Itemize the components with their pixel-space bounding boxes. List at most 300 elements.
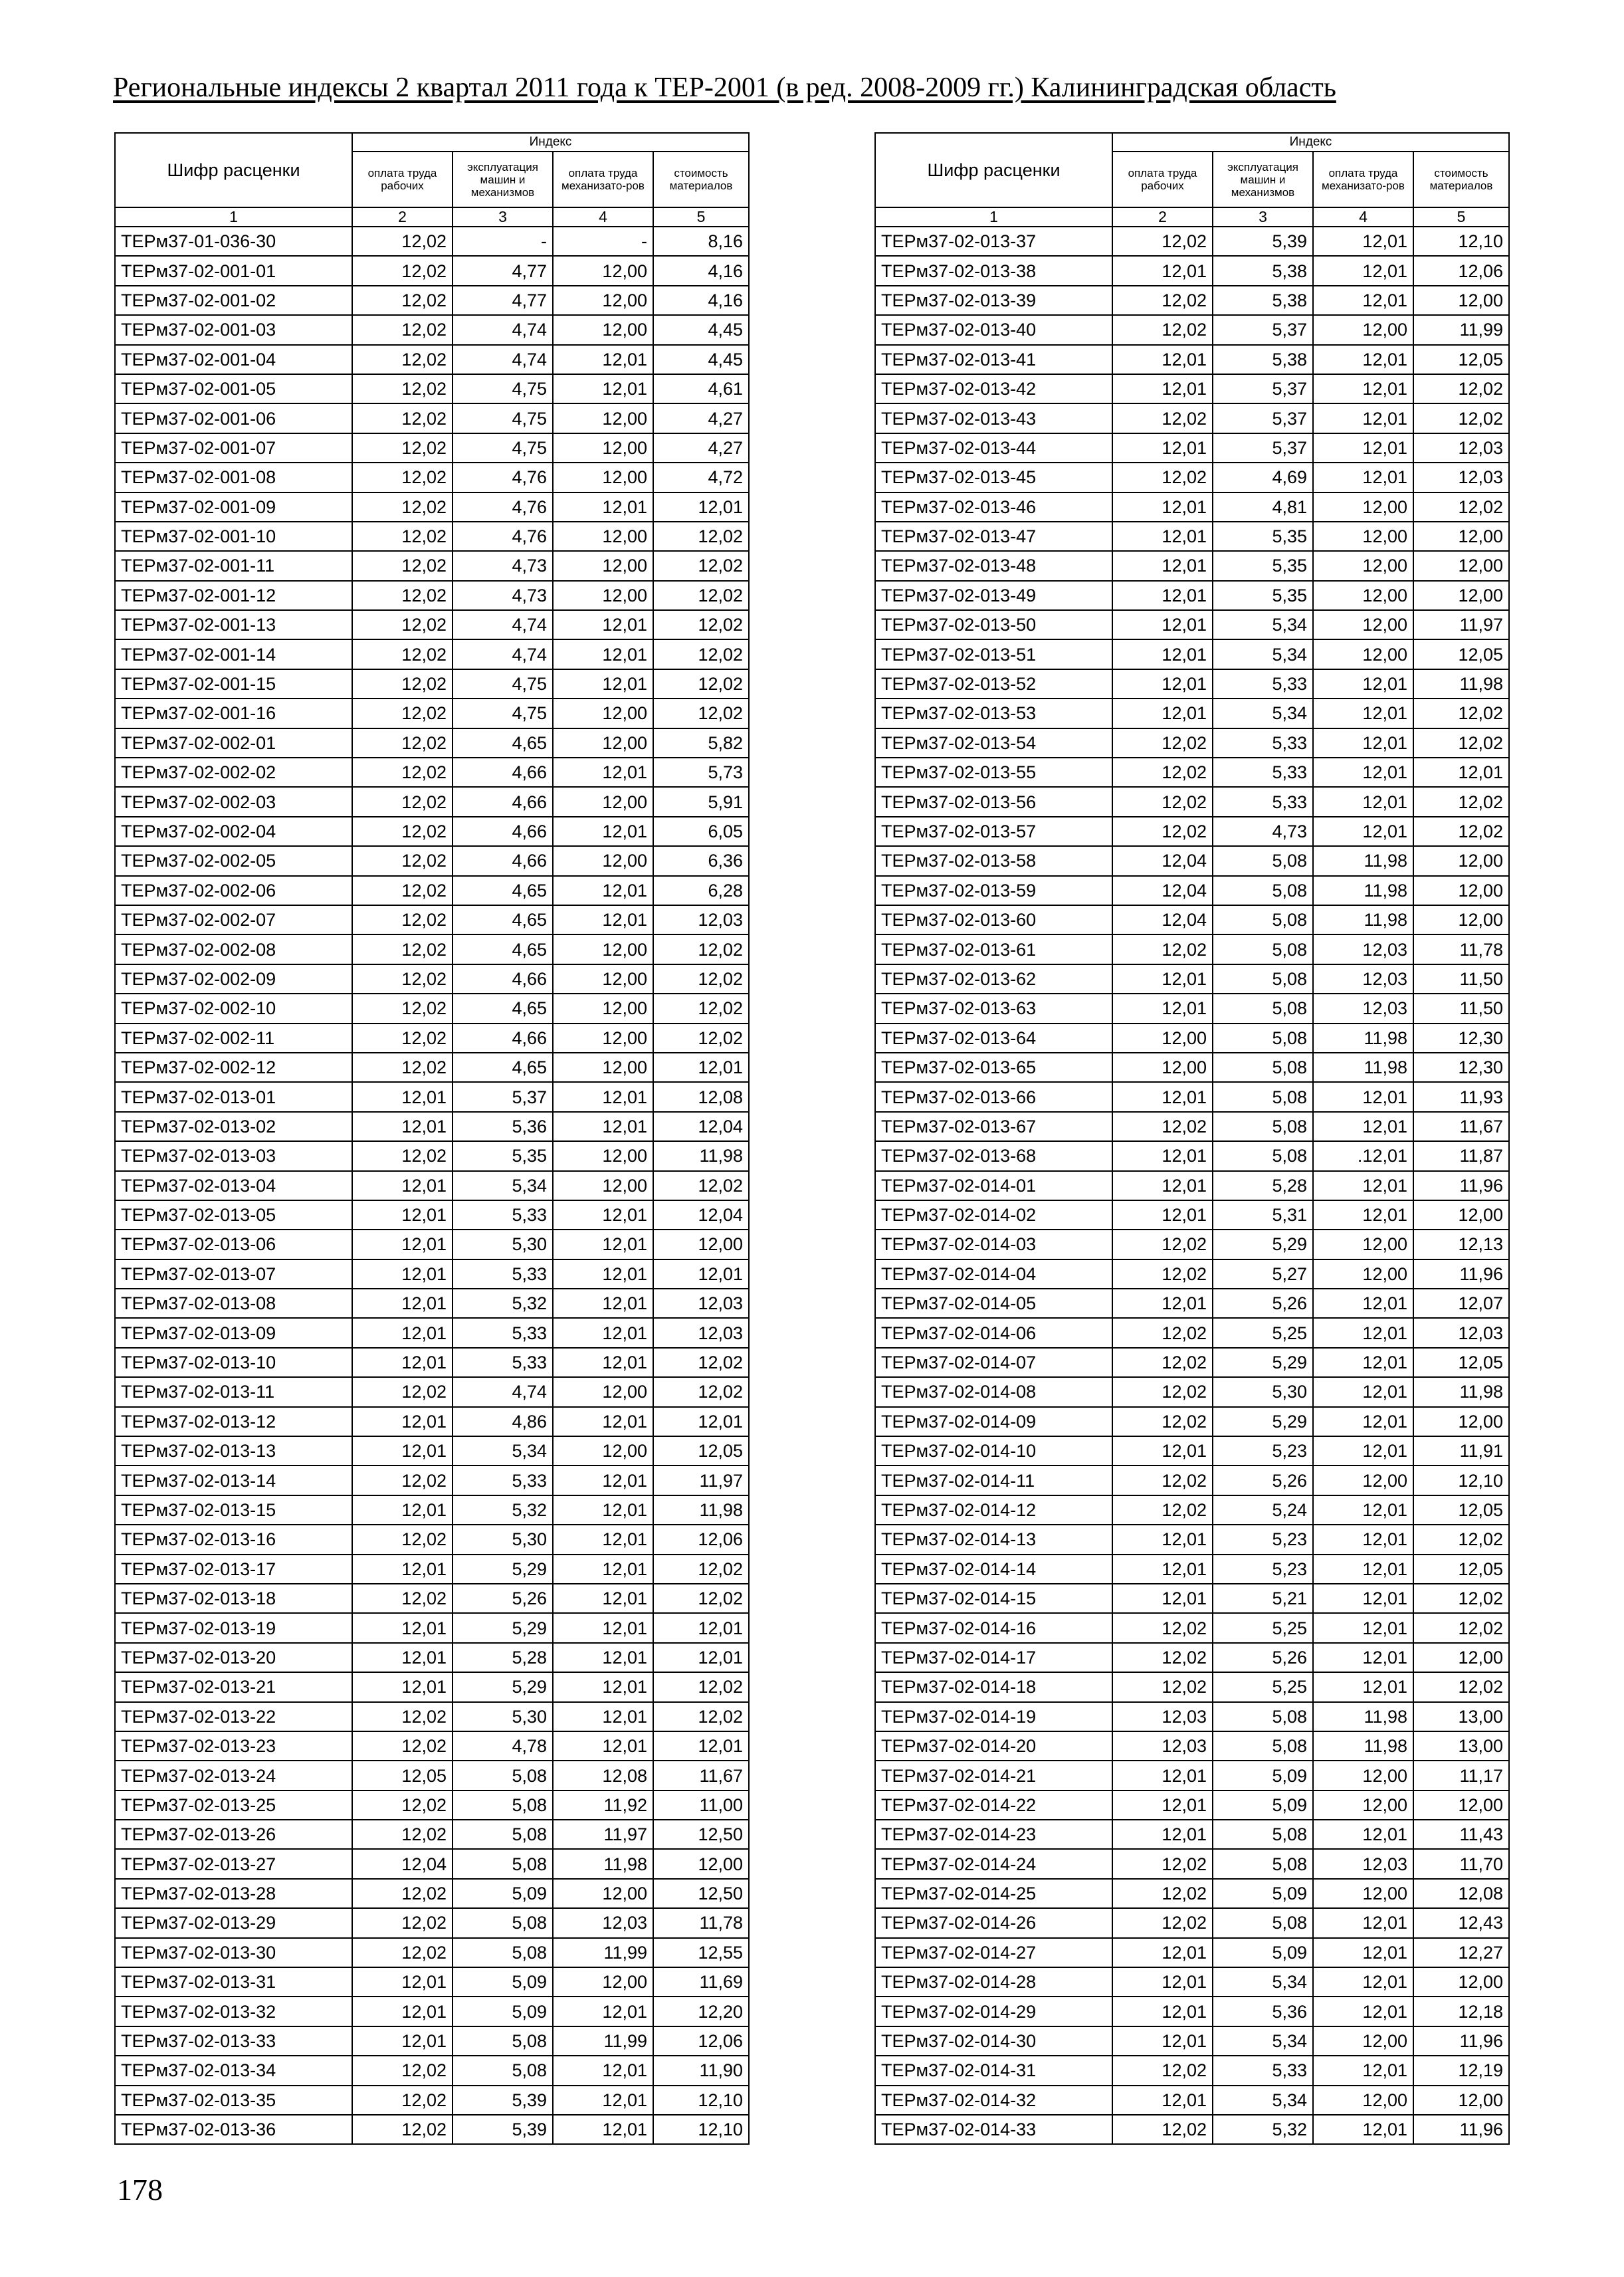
machine-operation-cell: 5,26 bbox=[453, 1584, 553, 1613]
labor-wages-cell: 12,01 bbox=[1112, 1761, 1213, 1790]
materials-cost-cell: 12,50 bbox=[653, 1879, 749, 1908]
materials-cost-cell: 12,30 bbox=[1413, 1053, 1509, 1082]
labor-wages-cell: 12,02 bbox=[1112, 315, 1213, 344]
table-row bbox=[115, 374, 749, 403]
labor-wages-cell: 12,02 bbox=[1112, 1465, 1213, 1495]
machine-operation-cell: 5,08 bbox=[453, 1908, 553, 1937]
machine-operation-cell: - bbox=[453, 227, 553, 256]
table-row bbox=[115, 1465, 749, 1495]
labor-wages-cell: 12,02 bbox=[352, 846, 453, 875]
operator-wages-cell: 12,03 bbox=[1313, 1849, 1413, 1878]
materials-cost-cell: 11,98 bbox=[1413, 669, 1509, 699]
materials-cost-cell: 11,98 bbox=[1413, 1377, 1509, 1406]
operator-wages-cell: 12,01 bbox=[553, 905, 653, 934]
materials-cost-cell: 4,27 bbox=[653, 433, 749, 463]
labor-wages-cell: 12,01 bbox=[1112, 1555, 1213, 1584]
table-row bbox=[875, 1908, 1509, 1937]
rate-code-cell: ТЕРм37-02-013-53 bbox=[875, 699, 1112, 728]
machine-operation-cell: 5,39 bbox=[453, 2086, 553, 2115]
machine-operation-cell: 5,35 bbox=[453, 1141, 553, 1170]
labor-wages-cell: 12,01 bbox=[1112, 1938, 1213, 1967]
rate-code-cell: ТЕРм37-02-013-54 bbox=[875, 728, 1112, 758]
materials-cost-cell: 12,00 bbox=[1413, 1200, 1509, 1230]
materials-cost-cell: 12,01 bbox=[653, 1643, 749, 1672]
page-title: Региональные индексы 2 квартал 2011 года к ТЕР-2001 (в ред. 2008-2009 гг.) Калининградская область bbox=[113, 72, 1336, 103]
materials-cost-cell: 12,01 bbox=[653, 1407, 749, 1436]
materials-cost-cell: 12,02 bbox=[1413, 1613, 1509, 1642]
labor-wages-cell: 12,02 bbox=[1112, 1348, 1213, 1377]
machine-operation-cell: 4,73 bbox=[1213, 817, 1313, 846]
labor-wages-cell: 12,01 bbox=[352, 1082, 453, 1111]
labor-wages-cell: 12,03 bbox=[1112, 1731, 1213, 1761]
materials-cost-cell: 4,16 bbox=[653, 286, 749, 315]
labor-wages-cell: 12,01 bbox=[1112, 1820, 1213, 1849]
operator-wages-cell: 11,98 bbox=[1313, 1702, 1413, 1731]
table-row bbox=[875, 610, 1509, 639]
labor-wages-cell: 12,02 bbox=[1112, 1643, 1213, 1672]
labor-wages-cell: 12,02 bbox=[1112, 2056, 1213, 2085]
materials-cost-cell: 12,02 bbox=[1413, 699, 1509, 728]
materials-cost-cell: 12,02 bbox=[653, 581, 749, 610]
materials-cost-cell: 12,02 bbox=[653, 669, 749, 699]
table-row bbox=[875, 1525, 1509, 1554]
operator-wages-cell: 12,00 bbox=[1313, 610, 1413, 639]
operator-wages-cell: 12,00 bbox=[553, 1141, 653, 1170]
table-row bbox=[875, 1112, 1509, 1141]
rate-code-cell: ТЕРм37-02-013-65 bbox=[875, 1053, 1112, 1082]
operator-wages-cell: .12,01 bbox=[1313, 1141, 1413, 1170]
machine-operation-cell: 5,29 bbox=[1213, 1348, 1313, 1377]
rate-code-cell: ТЕРм37-02-002-04 bbox=[115, 817, 352, 846]
rate-code-cell: ТЕРм37-02-013-55 bbox=[875, 758, 1112, 787]
rate-code-cell: ТЕРм37-02-013-20 bbox=[115, 1643, 352, 1672]
machine-operation-cell: 4,73 bbox=[453, 551, 553, 580]
operator-wages-cell: 12,01 bbox=[553, 492, 653, 522]
materials-cost-cell: 12,04 bbox=[653, 1200, 749, 1230]
materials-cost-cell: 12,02 bbox=[653, 1555, 749, 1584]
rate-code-cell: ТЕРм37-02-013-46 bbox=[875, 492, 1112, 522]
materials-cost-cell: 12,00 bbox=[1413, 905, 1509, 934]
rate-code-cell: ТЕРм37-02-014-02 bbox=[875, 1200, 1112, 1230]
materials-cost-cell: 11,78 bbox=[653, 1908, 749, 1937]
machine-operation-cell: 4,86 bbox=[453, 1407, 553, 1436]
operator-wages-cell: 12,01 bbox=[1313, 256, 1413, 285]
labor-wages-cell: 12,02 bbox=[352, 2056, 453, 2085]
labor-wages-cell: 12,01 bbox=[1112, 551, 1213, 580]
rate-code-cell: ТЕРм37-02-014-09 bbox=[875, 1407, 1112, 1436]
operator-wages-cell: 12,00 bbox=[553, 787, 653, 816]
labor-wages-cell: 12,01 bbox=[1112, 2086, 1213, 2115]
rate-code-cell: ТЕРм37-02-013-09 bbox=[115, 1318, 352, 1347]
materials-cost-cell: 12,03 bbox=[1413, 463, 1509, 492]
materials-cost-cell: 12,02 bbox=[653, 1171, 749, 1200]
operator-wages-cell: 12,00 bbox=[1313, 492, 1413, 522]
table-row bbox=[875, 876, 1509, 905]
operator-wages-cell: 12,00 bbox=[553, 934, 653, 964]
table-row bbox=[875, 403, 1509, 433]
labor-wages-cell: 12,01 bbox=[352, 1672, 453, 1701]
rate-code-cell: ТЕРм37-02-014-03 bbox=[875, 1230, 1112, 1259]
operator-wages-cell: 12,00 bbox=[1313, 522, 1413, 551]
materials-cost-cell: 12,02 bbox=[1413, 787, 1509, 816]
operator-wages-cell: 12,01 bbox=[1313, 1407, 1413, 1436]
table-row bbox=[875, 2026, 1509, 2056]
operator-wages-cell: 12,01 bbox=[1313, 758, 1413, 787]
rate-code-cell: ТЕРм37-02-013-28 bbox=[115, 1879, 352, 1908]
operator-wages-cell: 11,99 bbox=[553, 2026, 653, 2056]
labor-wages-cell: 12,01 bbox=[1112, 1289, 1213, 1318]
labor-wages-cell: 12,00 bbox=[1112, 1024, 1213, 1053]
labor-wages-cell: 12,02 bbox=[352, 433, 453, 463]
machine-operation-cell: 4,65 bbox=[453, 728, 553, 758]
rate-code-cell: ТЕРм37-02-014-04 bbox=[875, 1259, 1112, 1289]
operator-wages-cell: 12,01 bbox=[553, 1613, 653, 1642]
rate-code-cell: ТЕРм37-02-014-20 bbox=[875, 1731, 1112, 1761]
labor-wages-cell: 12,02 bbox=[352, 1731, 453, 1761]
labor-wages-cell: 12,02 bbox=[1112, 787, 1213, 816]
materials-cost-cell: 12,00 bbox=[1413, 876, 1509, 905]
machine-operation-cell: 4,81 bbox=[1213, 492, 1313, 522]
rate-code-cell: ТЕРм37-02-013-31 bbox=[115, 1967, 352, 1997]
table-row bbox=[115, 433, 749, 463]
table-row bbox=[115, 463, 749, 492]
machine-operation-cell: 5,08 bbox=[1213, 964, 1313, 994]
machine-operation-cell: 5,09 bbox=[1213, 1761, 1313, 1790]
labor-wages-cell: 12,02 bbox=[352, 2086, 453, 2115]
table-row bbox=[115, 1555, 749, 1584]
machine-operation-cell: 5,29 bbox=[453, 1555, 553, 1584]
labor-wages-cell: 12,03 bbox=[1112, 1702, 1213, 1731]
machine-operation-cell: 5,28 bbox=[453, 1643, 553, 1672]
operator-wages-cell: 12,01 bbox=[553, 639, 653, 669]
labor-wages-cell: 12,02 bbox=[352, 669, 453, 699]
materials-cost-cell: 12,02 bbox=[653, 934, 749, 964]
operator-wages-cell: 12,01 bbox=[1313, 1672, 1413, 1701]
labor-wages-cell: 12,02 bbox=[352, 581, 453, 610]
rate-code-cell: ТЕРм37-02-013-49 bbox=[875, 581, 1112, 610]
table-row bbox=[875, 728, 1509, 758]
table-row bbox=[875, 639, 1509, 669]
materials-cost-cell: 12,06 bbox=[1413, 256, 1509, 285]
labor-wages-cell: 12,02 bbox=[352, 315, 453, 344]
header-col-number: 4 bbox=[553, 207, 653, 227]
rate-code-cell: ТЕРм37-02-002-10 bbox=[115, 994, 352, 1023]
machine-operation-cell: 4,74 bbox=[453, 345, 553, 374]
table-row bbox=[115, 1613, 749, 1642]
table-row bbox=[875, 227, 1509, 256]
materials-cost-cell: 11,98 bbox=[653, 1141, 749, 1170]
operator-wages-cell: 12,00 bbox=[553, 1879, 653, 1908]
operator-wages-cell: 12,00 bbox=[553, 256, 653, 285]
labor-wages-cell: 12,01 bbox=[352, 1318, 453, 1347]
labor-wages-cell: 12,02 bbox=[1112, 934, 1213, 964]
rate-code-cell: ТЕРм37-02-001-12 bbox=[115, 581, 352, 610]
rate-code-cell: ТЕРм37-02-013-17 bbox=[115, 1555, 352, 1584]
table-row bbox=[115, 1230, 749, 1259]
rate-code-cell: ТЕРм37-02-014-26 bbox=[875, 1908, 1112, 1937]
table-row bbox=[875, 817, 1509, 846]
machine-operation-cell: 5,34 bbox=[1213, 1967, 1313, 1997]
labor-wages-cell: 12,01 bbox=[1112, 1200, 1213, 1230]
operator-wages-cell: 12,01 bbox=[553, 1112, 653, 1141]
labor-wages-cell: 12,01 bbox=[1112, 994, 1213, 1023]
operator-wages-cell: 12,01 bbox=[553, 1672, 653, 1701]
operator-wages-cell: 12,08 bbox=[553, 1761, 653, 1790]
table-row bbox=[115, 728, 749, 758]
materials-cost-cell: 12,00 bbox=[1413, 581, 1509, 610]
rate-code-cell: ТЕРм37-02-014-27 bbox=[875, 1938, 1112, 1967]
operator-wages-cell: 12,01 bbox=[553, 1465, 653, 1495]
header-col-number: 1 bbox=[875, 207, 1112, 227]
materials-cost-cell: 12,06 bbox=[653, 1525, 749, 1554]
rate-code-cell: ТЕРм37-02-013-16 bbox=[115, 1525, 352, 1554]
table-row bbox=[115, 1790, 749, 1820]
machine-operation-cell: 5,36 bbox=[1213, 1997, 1313, 2026]
table-row bbox=[115, 1525, 749, 1554]
header-machine-operation: эксплуатация машин и механизмов bbox=[1213, 152, 1313, 207]
rate-code-cell: ТЕРм37-02-013-58 bbox=[875, 846, 1112, 875]
machine-operation-cell: 4,66 bbox=[453, 846, 553, 875]
table-row bbox=[875, 1790, 1509, 1820]
materials-cost-cell: 12,00 bbox=[1413, 522, 1509, 551]
table-row bbox=[115, 227, 749, 256]
table-row bbox=[115, 1908, 749, 1937]
materials-cost-cell: 12,55 bbox=[653, 1938, 749, 1967]
machine-operation-cell: 5,08 bbox=[1213, 1024, 1313, 1053]
materials-cost-cell: 12,43 bbox=[1413, 1908, 1509, 1937]
operator-wages-cell: 12,01 bbox=[1313, 1997, 1413, 2026]
table-row bbox=[875, 345, 1509, 374]
rate-code-cell: ТЕРм37-02-013-05 bbox=[115, 1200, 352, 1230]
labor-wages-cell: 12,02 bbox=[352, 1938, 453, 1967]
machine-operation-cell: 5,30 bbox=[1213, 1377, 1313, 1406]
table-row bbox=[875, 846, 1509, 875]
machine-operation-cell: 4,66 bbox=[453, 817, 553, 846]
operator-wages-cell: 12,00 bbox=[553, 994, 653, 1023]
labor-wages-cell: 12,02 bbox=[352, 1820, 453, 1849]
operator-wages-cell: 12,00 bbox=[553, 1053, 653, 1082]
rate-code-cell: ТЕРм37-02-013-63 bbox=[875, 994, 1112, 1023]
labor-wages-cell: 12,01 bbox=[352, 1348, 453, 1377]
labor-wages-cell: 12,05 bbox=[352, 1761, 453, 1790]
table-row bbox=[115, 551, 749, 580]
table-row bbox=[875, 669, 1509, 699]
operator-wages-cell: 12,01 bbox=[1313, 1908, 1413, 1937]
materials-cost-cell: 4,45 bbox=[653, 345, 749, 374]
rate-code-cell: ТЕРм37-02-013-47 bbox=[875, 522, 1112, 551]
operator-wages-cell: 12,01 bbox=[1313, 728, 1413, 758]
machine-operation-cell: 5,08 bbox=[1213, 1731, 1313, 1761]
operator-wages-cell: 12,01 bbox=[553, 669, 653, 699]
machine-operation-cell: 5,25 bbox=[1213, 1613, 1313, 1642]
operator-wages-cell: 12,00 bbox=[553, 964, 653, 994]
operator-wages-cell: 12,01 bbox=[553, 1997, 653, 2026]
operator-wages-cell: 12,00 bbox=[1313, 1465, 1413, 1495]
operator-wages-cell: 12,01 bbox=[1313, 1525, 1413, 1554]
materials-cost-cell: 12,03 bbox=[653, 1289, 749, 1318]
table-row bbox=[115, 1141, 749, 1170]
machine-operation-cell: 5,36 bbox=[453, 1112, 553, 1141]
table-row bbox=[875, 2115, 1509, 2144]
header-col-number: 1 bbox=[115, 207, 352, 227]
labor-wages-cell: 12,01 bbox=[352, 1259, 453, 1289]
machine-operation-cell: 5,08 bbox=[1213, 994, 1313, 1023]
rate-code-cell: ТЕРм37-02-013-43 bbox=[875, 403, 1112, 433]
rate-code-cell: ТЕРм37-02-013-35 bbox=[115, 2086, 352, 2115]
rate-code-cell: ТЕРм37-02-001-15 bbox=[115, 669, 352, 699]
labor-wages-cell: 12,01 bbox=[352, 2026, 453, 2056]
operator-wages-cell: 12,03 bbox=[1313, 964, 1413, 994]
table-row bbox=[115, 1082, 749, 1111]
table-row bbox=[115, 1318, 749, 1347]
materials-cost-cell: 11,69 bbox=[653, 1967, 749, 1997]
rate-code-cell: ТЕРм37-02-014-12 bbox=[875, 1495, 1112, 1525]
rate-code-cell: ТЕРм37-02-013-68 bbox=[875, 1141, 1112, 1170]
operator-wages-cell: 12,01 bbox=[553, 876, 653, 905]
operator-wages-cell: 12,00 bbox=[553, 522, 653, 551]
operator-wages-cell: 12,01 bbox=[1313, 227, 1413, 256]
operator-wages-cell: 12,01 bbox=[1313, 1082, 1413, 1111]
rate-code-cell: ТЕРм37-02-013-50 bbox=[875, 610, 1112, 639]
table-row bbox=[875, 492, 1509, 522]
rate-code-cell: ТЕРм37-02-002-03 bbox=[115, 787, 352, 816]
materials-cost-cell: 11,96 bbox=[1413, 1171, 1509, 1200]
materials-cost-cell: 12,02 bbox=[1413, 728, 1509, 758]
materials-cost-cell: 12,01 bbox=[653, 1053, 749, 1082]
machine-operation-cell: 4,65 bbox=[453, 905, 553, 934]
materials-cost-cell: 12,19 bbox=[1413, 2056, 1509, 2085]
labor-wages-cell: 12,01 bbox=[352, 1289, 453, 1318]
rate-code-cell: ТЕРм37-02-013-03 bbox=[115, 1141, 352, 1170]
table-row bbox=[875, 1967, 1509, 1997]
labor-wages-cell: 12,02 bbox=[352, 699, 453, 728]
operator-wages-cell: 12,01 bbox=[1313, 286, 1413, 315]
rate-code-cell: ТЕРм37-02-013-37 bbox=[875, 227, 1112, 256]
rate-code-cell: ТЕРм37-02-002-02 bbox=[115, 758, 352, 787]
operator-wages-cell: 11,98 bbox=[553, 1849, 653, 1878]
operator-wages-cell: 12,01 bbox=[553, 758, 653, 787]
table-row bbox=[875, 1849, 1509, 1878]
operator-wages-cell: - bbox=[553, 227, 653, 256]
labor-wages-cell: 12,01 bbox=[1112, 1525, 1213, 1554]
rate-code-cell: ТЕРм37-02-013-48 bbox=[875, 551, 1112, 580]
machine-operation-cell: 5,29 bbox=[453, 1613, 553, 1642]
rate-code-cell: ТЕРм37-02-014-16 bbox=[875, 1613, 1112, 1642]
rate-code-cell: ТЕРм37-02-014-19 bbox=[875, 1702, 1112, 1731]
operator-wages-cell: 12,00 bbox=[1313, 1230, 1413, 1259]
machine-operation-cell: 4,75 bbox=[453, 699, 553, 728]
operator-wages-cell: 12,01 bbox=[553, 610, 653, 639]
labor-wages-cell: 12,01 bbox=[1112, 1141, 1213, 1170]
materials-cost-cell: 12,05 bbox=[1413, 1348, 1509, 1377]
operator-wages-cell: 12,01 bbox=[1313, 1289, 1413, 1318]
operator-wages-cell: 12,01 bbox=[553, 345, 653, 374]
rate-code-cell: ТЕРм37-02-002-12 bbox=[115, 1053, 352, 1082]
rate-code-cell: ТЕРм37-02-001-01 bbox=[115, 256, 352, 285]
operator-wages-cell: 11,92 bbox=[553, 1790, 653, 1820]
rate-code-cell: ТЕРм37-02-013-01 bbox=[115, 1082, 352, 1111]
materials-cost-cell: 12,03 bbox=[1413, 433, 1509, 463]
materials-cost-cell: 12,00 bbox=[1413, 2086, 1509, 2115]
operator-wages-cell: 12,01 bbox=[1313, 1613, 1413, 1642]
operator-wages-cell: 12,01 bbox=[553, 1495, 653, 1525]
labor-wages-cell: 12,01 bbox=[352, 1967, 453, 1997]
operator-wages-cell: 11,98 bbox=[1313, 876, 1413, 905]
labor-wages-cell: 12,02 bbox=[352, 610, 453, 639]
table-row bbox=[875, 699, 1509, 728]
table-row bbox=[875, 256, 1509, 285]
rate-code-cell: ТЕРм37-02-013-32 bbox=[115, 1997, 352, 2026]
machine-operation-cell: 4,66 bbox=[453, 1024, 553, 1053]
operator-wages-cell: 12,01 bbox=[1313, 463, 1413, 492]
rate-code-cell: ТЕРм37-02-002-05 bbox=[115, 846, 352, 875]
machine-operation-cell: 4,76 bbox=[453, 522, 553, 551]
materials-cost-cell: 12,02 bbox=[1413, 1672, 1509, 1701]
right-table-body bbox=[875, 227, 1509, 2144]
rate-code-cell: ТЕРм37-02-013-12 bbox=[115, 1407, 352, 1436]
operator-wages-cell: 12,00 bbox=[553, 315, 653, 344]
labor-wages-cell: 12,02 bbox=[352, 463, 453, 492]
materials-cost-cell: 6,05 bbox=[653, 817, 749, 846]
materials-cost-cell: 11,87 bbox=[1413, 1141, 1509, 1170]
operator-wages-cell: 12,01 bbox=[1313, 403, 1413, 433]
table-row bbox=[115, 787, 749, 816]
labor-wages-cell: 12,02 bbox=[352, 758, 453, 787]
rate-code-cell: ТЕРм37-02-014-01 bbox=[875, 1171, 1112, 1200]
rate-code-cell: ТЕРм37-02-014-22 bbox=[875, 1790, 1112, 1820]
operator-wages-cell: 12,00 bbox=[553, 728, 653, 758]
table-row bbox=[115, 1643, 749, 1672]
machine-operation-cell: 5,34 bbox=[453, 1171, 553, 1200]
materials-cost-cell: 12,02 bbox=[653, 994, 749, 1023]
labor-wages-cell: 12,01 bbox=[1112, 256, 1213, 285]
header-col-number: 5 bbox=[1413, 207, 1509, 227]
table-row bbox=[115, 846, 749, 875]
materials-cost-cell: 12,02 bbox=[1413, 817, 1509, 846]
table-row bbox=[115, 1407, 749, 1436]
labor-wages-cell: 12,02 bbox=[1112, 1672, 1213, 1701]
operator-wages-cell: 11,98 bbox=[1313, 1024, 1413, 1053]
rate-code-cell: ТЕРм37-02-013-36 bbox=[115, 2115, 352, 2144]
table-row bbox=[875, 1761, 1509, 1790]
table-row bbox=[115, 2086, 749, 2115]
rate-code-cell: ТЕРм37-02-014-25 bbox=[875, 1879, 1112, 1908]
machine-operation-cell: 5,33 bbox=[1213, 2056, 1313, 2085]
rate-code-cell: ТЕРм37-02-014-06 bbox=[875, 1318, 1112, 1347]
machine-operation-cell: 5,08 bbox=[453, 1761, 553, 1790]
labor-wages-cell: 12,01 bbox=[352, 1495, 453, 1525]
table-row bbox=[875, 934, 1509, 964]
machine-operation-cell: 5,26 bbox=[1213, 1643, 1313, 1672]
table-row bbox=[875, 1348, 1509, 1377]
table-row bbox=[875, 1171, 1509, 1200]
machine-operation-cell: 5,37 bbox=[1213, 403, 1313, 433]
labor-wages-cell: 12,01 bbox=[1112, 522, 1213, 551]
machine-operation-cell: 5,34 bbox=[1213, 639, 1313, 669]
machine-operation-cell: 5,29 bbox=[1213, 1407, 1313, 1436]
table-row bbox=[875, 1613, 1509, 1642]
materials-cost-cell: 11,70 bbox=[1413, 1849, 1509, 1878]
table-row bbox=[875, 286, 1509, 315]
materials-cost-cell: 12,10 bbox=[1413, 1465, 1509, 1495]
labor-wages-cell: 12,01 bbox=[352, 1171, 453, 1200]
rate-code-cell: ТЕРм37-02-013-52 bbox=[875, 669, 1112, 699]
operator-wages-cell: 12,01 bbox=[1313, 2056, 1413, 2085]
operator-wages-cell: 12,01 bbox=[553, 1643, 653, 1672]
machine-operation-cell: 5,37 bbox=[1213, 315, 1313, 344]
operator-wages-cell: 12,01 bbox=[553, 1230, 653, 1259]
operator-wages-cell: 12,00 bbox=[553, 581, 653, 610]
